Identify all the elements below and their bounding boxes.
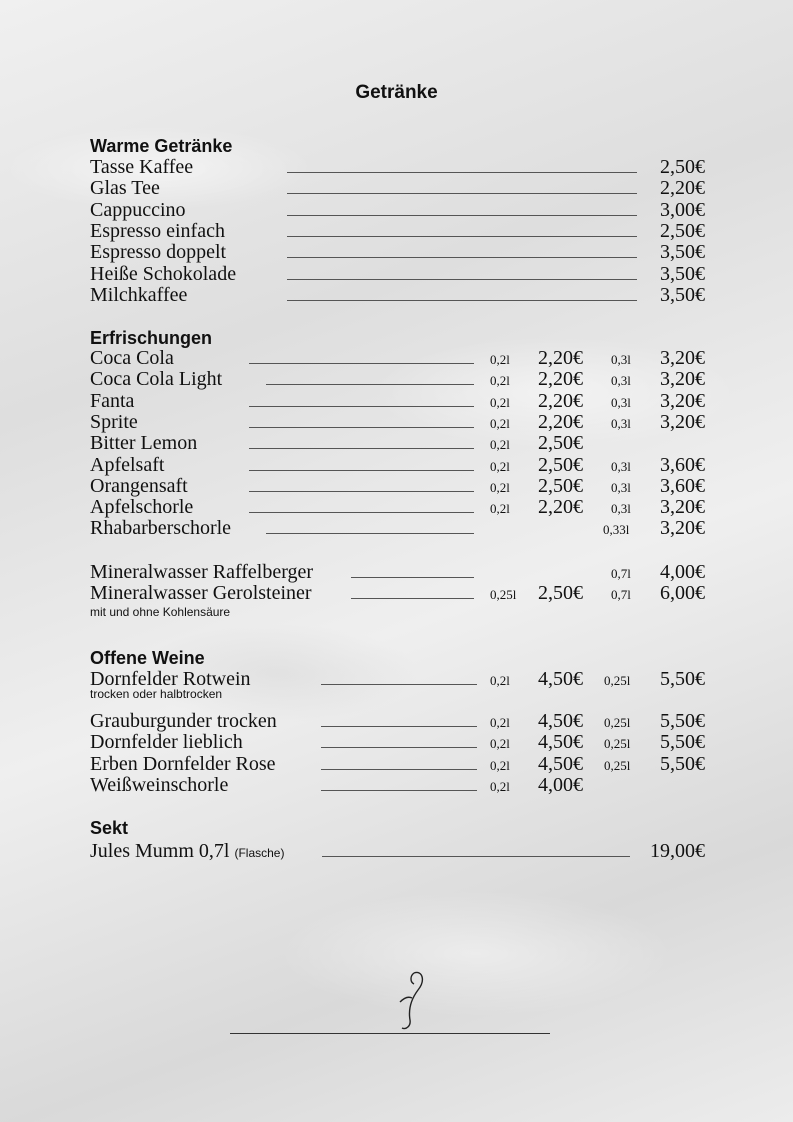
item-volume-small: 0,2l <box>490 352 510 367</box>
item-name: Weißweinschorle <box>90 773 229 796</box>
sekt-price: 19,00€ <box>650 840 705 862</box>
item-price-large: 6,00€ <box>660 582 705 605</box>
leader-line <box>287 193 637 194</box>
item-price-large: 3,20€ <box>660 368 705 391</box>
item-name: Sprite <box>90 410 138 433</box>
item-volume-large: 0,3l <box>611 415 631 431</box>
section-wine-heading: Offene Weine <box>90 648 205 668</box>
item-price-small: 4,50€ <box>538 731 583 754</box>
menu-item-row <box>0 391 793 412</box>
leader-line <box>249 470 474 471</box>
item-volume-small: 0,2l <box>490 415 510 431</box>
leader-line <box>249 427 474 428</box>
item-name: Milchkaffee <box>90 283 188 306</box>
item-name: Mineralwasser Raffelberger <box>90 561 314 583</box>
item-price-small: 2,20€ <box>538 410 583 433</box>
leader-line <box>287 300 637 301</box>
leader-line <box>249 491 474 492</box>
item-name: Coca Cola Light <box>90 368 223 391</box>
menu-item-row <box>0 732 793 753</box>
leader-line <box>287 236 637 237</box>
item-price: 3,50€ <box>660 283 705 306</box>
menu-item-row <box>0 157 793 178</box>
item-name: Fanta <box>90 389 135 412</box>
leader-line <box>249 363 474 364</box>
item-volume-small: 0,2l <box>490 715 510 730</box>
sekt-row <box>0 841 793 862</box>
item-price: 2,50€ <box>660 219 705 242</box>
item-price-large: 3,20€ <box>660 496 705 519</box>
section-sekt-heading: Sekt <box>90 818 129 838</box>
item-volume-large: 0,25l <box>604 715 631 730</box>
item-volume-large: 0,3l <box>611 373 631 389</box>
item-price-large: 5,50€ <box>660 752 705 775</box>
item-volume-small: 0,2l <box>490 736 510 752</box>
menu-item-row <box>0 711 793 732</box>
leader-line <box>266 384 474 385</box>
menu-item-row <box>0 178 793 199</box>
bottom-divider <box>230 1033 550 1034</box>
item-volume-large: 0,3l <box>611 458 631 474</box>
item-price-large: 5,50€ <box>660 731 705 754</box>
menu-item-row <box>0 583 793 604</box>
item-name: Erben Dornfelder Rose <box>90 752 276 775</box>
leader-line <box>321 726 477 727</box>
item-name: Apfelschorle <box>90 496 194 519</box>
item-price-small: 2,20€ <box>538 389 583 412</box>
item-volume-large: 0,3l <box>611 479 631 495</box>
item-name: Espresso doppelt <box>90 241 227 264</box>
item-name: Coca Cola <box>90 347 174 369</box>
item-price-small: 2,50€ <box>538 432 583 455</box>
item-price-small: 2,50€ <box>538 453 583 476</box>
item-price-large: 4,00€ <box>660 561 705 583</box>
item-price-large: 3,20€ <box>660 347 705 369</box>
item-name: Apfelsaft <box>90 453 165 476</box>
menu-item-row <box>0 348 793 369</box>
item-volume-large: 0,3l <box>611 352 631 367</box>
item-volume-small: 0,2l <box>490 501 510 517</box>
leader-line <box>321 747 477 748</box>
leader-line <box>287 257 637 258</box>
menu-item-row <box>0 754 793 775</box>
item-volume-small: 0,2l <box>490 373 510 389</box>
item-volume-small: 0,2l <box>490 479 510 495</box>
item-price: 2,20€ <box>660 177 705 200</box>
item-price-small: 4,50€ <box>538 668 583 690</box>
item-price-large: 5,50€ <box>660 668 705 690</box>
sekt-name: Jules Mumm 0,7l (Flasche) <box>90 840 285 862</box>
menu-item-row <box>0 455 793 476</box>
menu-item-row <box>0 285 793 306</box>
menu-item-row <box>0 775 793 796</box>
item-volume-large: 0,3l <box>611 501 631 517</box>
item-price-small: 2,20€ <box>538 368 583 391</box>
item-price: 3,00€ <box>660 198 705 221</box>
item-name: Dornfelder lieblich <box>90 731 243 754</box>
leader-line <box>287 279 637 280</box>
item-name: Orangensaft <box>90 474 188 497</box>
item-price: 3,50€ <box>660 262 705 285</box>
item-name: Grauburgunder trocken <box>90 710 277 732</box>
item-volume-large: 0,3l <box>611 394 631 410</box>
sekt-note: (Flasche) <box>234 846 285 860</box>
item-volume-large: 0,25l <box>604 673 631 688</box>
item-name: Cappuccino <box>90 198 186 221</box>
menu-item-row <box>0 497 793 518</box>
swan-logo-icon <box>392 968 432 1038</box>
menu-item-row <box>0 369 793 390</box>
item-name: Glas Tee <box>90 177 160 200</box>
item-price: 3,50€ <box>660 241 705 264</box>
item-price-large: 3,20€ <box>660 517 705 540</box>
item-price-large: 3,20€ <box>660 410 705 433</box>
menu-item-row <box>0 412 793 433</box>
item-price-large: 5,50€ <box>660 710 705 732</box>
item-price-large: 3,20€ <box>660 389 705 412</box>
item-name: Bitter Lemon <box>90 432 198 455</box>
item-price-small: 4,50€ <box>538 710 583 732</box>
menu-item-row <box>0 433 793 454</box>
leader-line <box>287 215 637 216</box>
menu-item-row <box>0 518 793 539</box>
item-price-small: 2,20€ <box>538 347 583 369</box>
item-volume-large: 0,7l <box>611 566 631 581</box>
leader-line <box>321 769 477 770</box>
item-price: 2,50€ <box>660 156 705 178</box>
leader-line <box>321 684 477 685</box>
wine-first-note: trocken oder halbtrocken <box>90 687 223 701</box>
item-volume-small: 0,25l <box>490 587 517 603</box>
section-cold-heading: Erfrischungen <box>90 328 213 348</box>
item-volume-small: 0,2l <box>490 673 510 688</box>
item-price-small: 2,50€ <box>538 582 583 605</box>
leader-line <box>351 598 474 599</box>
leader-line <box>249 448 474 449</box>
item-price-large: 3,60€ <box>660 474 705 497</box>
menu-item-row <box>0 264 793 285</box>
item-volume-small: 0,2l <box>490 458 510 474</box>
menu-item-row <box>0 221 793 242</box>
item-name: Heiße Schokolade <box>90 262 237 285</box>
water-note: mit und ohne Kohlensäure <box>90 605 231 619</box>
item-price-large: 3,60€ <box>660 453 705 476</box>
item-volume-small: 0,2l <box>490 394 510 410</box>
item-volume-small: 0,2l <box>490 778 510 794</box>
item-volume-large: 0,25l <box>604 736 631 752</box>
section-warm-heading: Warme Getränke <box>90 136 233 156</box>
item-name: Mineralwasser Gerolsteiner <box>90 582 312 605</box>
menu-item-row <box>0 200 793 221</box>
item-price-small: 4,00€ <box>538 773 583 796</box>
item-volume-large: 0,7l <box>611 587 631 603</box>
item-price-small: 4,50€ <box>538 752 583 775</box>
item-name: Tasse Kaffee <box>90 156 194 178</box>
leader-line <box>287 172 637 173</box>
item-volume-small: 0,2l <box>490 757 510 773</box>
menu-item-row <box>0 476 793 497</box>
leader-line <box>322 856 630 857</box>
item-name: Rhabarberschorle <box>90 517 232 540</box>
menu-item-row <box>0 242 793 263</box>
leader-line <box>266 533 474 534</box>
menu-item-row <box>0 562 793 583</box>
page-title: Getränke <box>355 82 438 103</box>
item-volume-large: 0,25l <box>604 757 631 773</box>
leader-line <box>321 790 477 791</box>
item-volume-small: 0,2l <box>490 437 510 453</box>
leader-line <box>351 577 474 578</box>
item-volume-large: 0,33l <box>603 522 630 538</box>
leader-line <box>249 406 474 407</box>
leader-line <box>249 512 474 513</box>
item-name: Dornfelder Rotwein <box>90 668 251 690</box>
item-price-small: 2,20€ <box>538 496 583 519</box>
item-name: Espresso einfach <box>90 219 225 242</box>
item-price-small: 2,50€ <box>538 474 583 497</box>
